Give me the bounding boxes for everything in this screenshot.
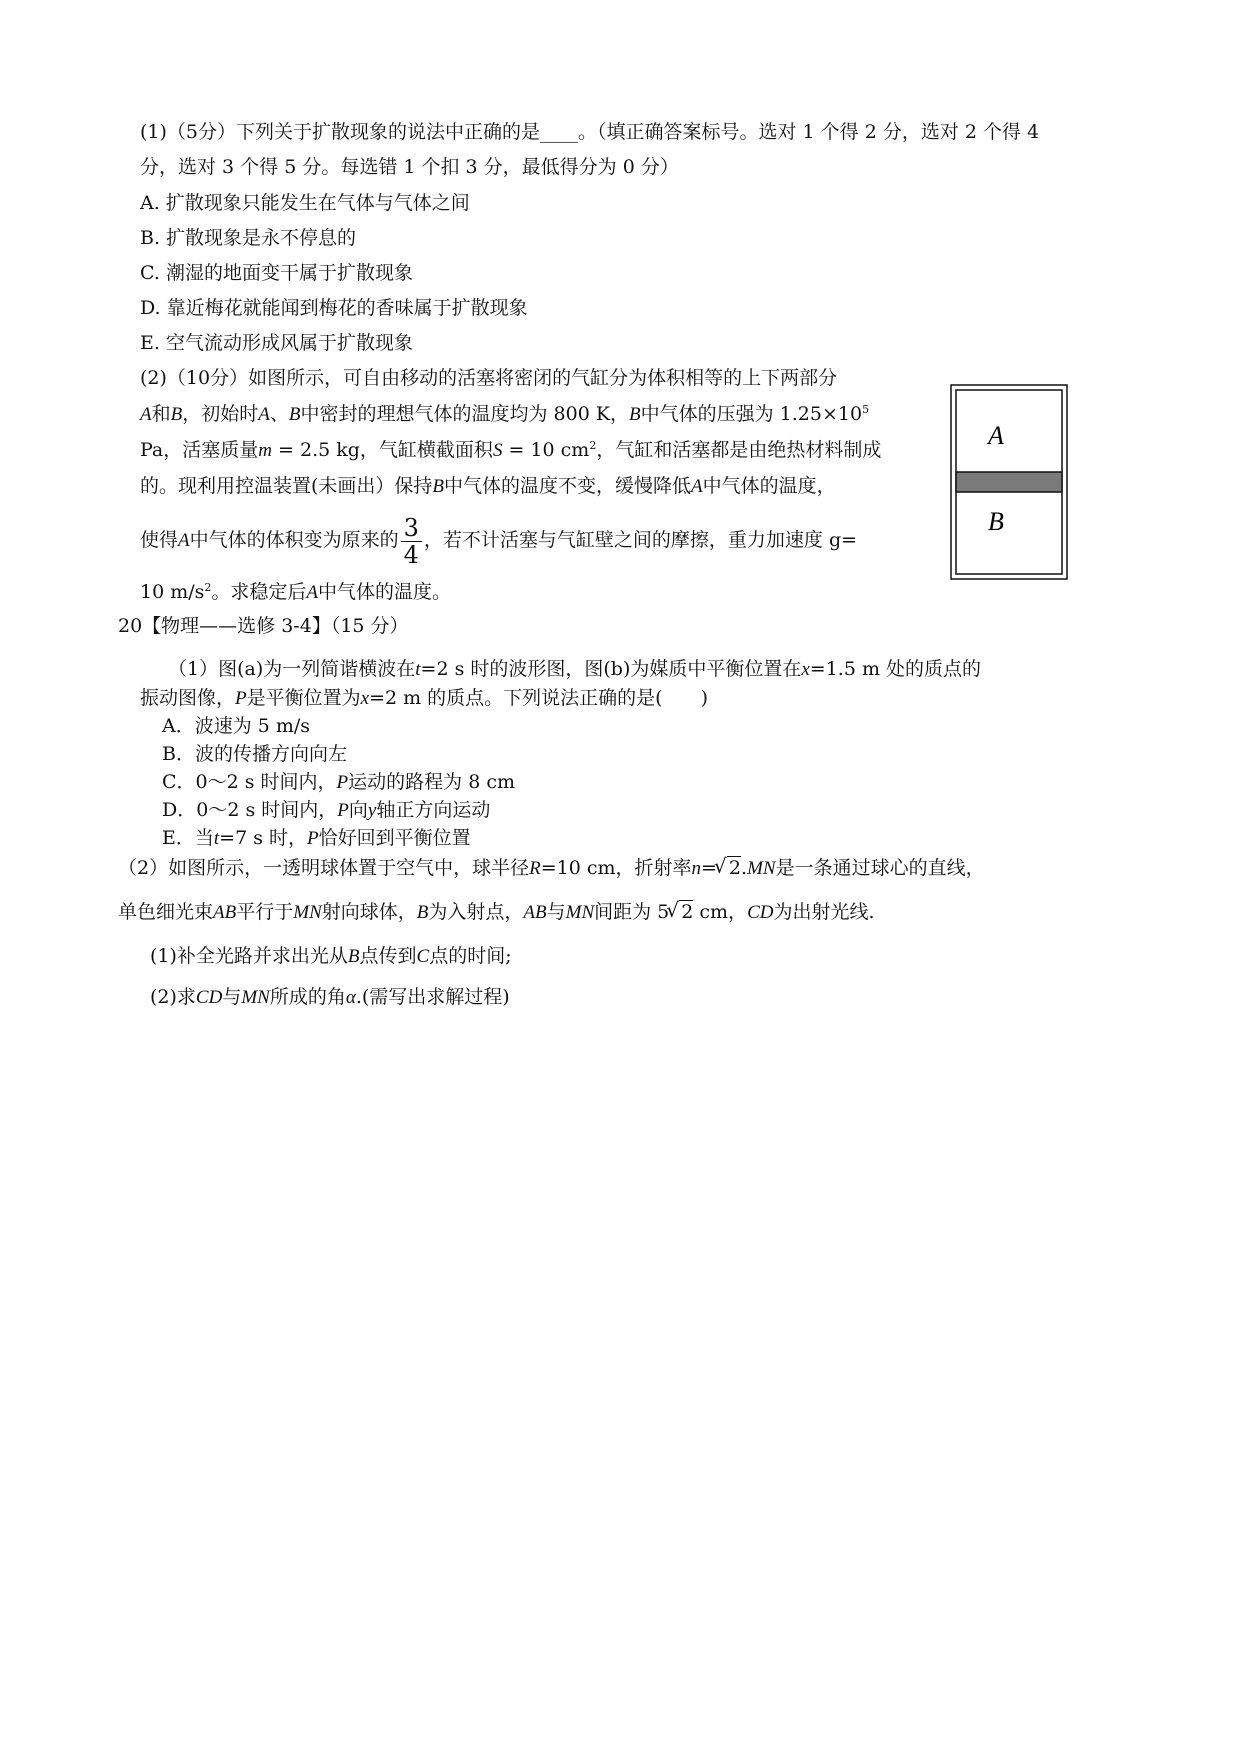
s20-q2-line2: 单色细光束AB平行于MN射向球体，B为入射点，AB与MN间距为 5√ 2 cm，CD为出射光线. — [118, 900, 875, 925]
q1-stem-line1: (1)（5分）下列关于扩散现象的说法中正确的是____。（填正确答案标号。选对 1 个得 2 分，选对 2 个得 4 — [140, 121, 1040, 143]
s20-sub1: (1)补全光路并求出光从B点传到C点的时间; — [150, 945, 512, 967]
s20-option-d: D．0～2 s 时间内，P向y轴正方向运动 — [162, 799, 491, 821]
q2-line4: 的。现利用控温装置(未画出）保持B中气体的温度不变，缓慢降低A中气体的温度， — [140, 475, 836, 497]
label-a: A — [988, 421, 1004, 450]
cylinder-figure — [950, 384, 1068, 580]
q1-stem-line2: 分，选对 3 个得 5 分。每选错 1 个扣 3 分，最低得分为 0 分） — [140, 156, 679, 178]
piston — [956, 472, 1062, 492]
q2-line6: 10 $m/s^2$。求稳定后A中气体的温度。 — [140, 581, 452, 603]
s20-q2-line1: （2）如图所示，一透明球体置于空气中，球半径R=10 cm，折射率n=√ 2.MN是一条通过球心的直线， — [118, 856, 985, 881]
q1-option-d: D. 靠近梅花就能闻到梅花的香味属于扩散现象 — [140, 297, 528, 319]
s20-sub2: (2)求CD与MN所成的角α.(需写出求解过程) — [150, 986, 510, 1008]
q1-option-b: B. 扩散现象是永不停息的 — [140, 227, 357, 249]
s20-option-a: A．波速为 5 m/s — [162, 715, 311, 737]
s20-q1-line1: （1）图(a)为一列简谐横波在t=2 s 时的波形图，图(b)为媒质中平衡位置在x=1.5 m 处的质点的 — [168, 658, 982, 680]
sqrt-2-distance: √ 2 — [679, 900, 693, 923]
cylinder-diagram — [950, 384, 1068, 580]
q1-option-e: E. 空气流动形成风属于扩散现象 — [140, 332, 413, 354]
q2-line5: 使得A中气体的体积变为原来的 $\frac{3}{4}$ ，若不计活塞与气缸壁之间的摩擦，重力加速度 g= — [140, 513, 858, 569]
q2-line1: (2)（10分）如图所示，可自由移动的活塞将密闭的气缸分为体积相等的上下两部分 — [140, 367, 838, 389]
s20-option-c: C．0～2 s 时间内，P运动的路程为 8 cm — [162, 771, 515, 793]
sqrt-2: √ 2 — [727, 856, 741, 879]
q2-line3: Pa，活塞质量m = 2.5 kg，气缸横截面积S = 10 $cm^2$，气缸和活塞都是由绝热材料制成 — [140, 439, 882, 461]
s20-q1-line2: 振动图像，P是平衡位置为x=2 m 的质点。下列说法正确的是( ) — [140, 687, 709, 709]
s20-option-b: B．波的传播方向向左 — [162, 743, 347, 765]
section-20-title: 20【物理——选修 3-4】（15 分） — [118, 615, 409, 637]
label-b: B — [988, 507, 1004, 536]
q1-option-c: C. 潮湿的地面变干属于扩散现象 — [140, 262, 413, 284]
q2-line2: A和B，初始时A、B中密封的理想气体的温度均为 800 K，B中气体的压强为 $1.25\times 10^5$ — [140, 403, 870, 425]
s20-option-e: E．当t=7 s 时，P恰好回到平衡位置 — [162, 827, 471, 849]
fraction-three-quarters: $\frac{3}{4}$ — [401, 515, 422, 568]
q1-option-a: A. 扩散现象只能发生在气体与气体之间 — [140, 192, 470, 214]
